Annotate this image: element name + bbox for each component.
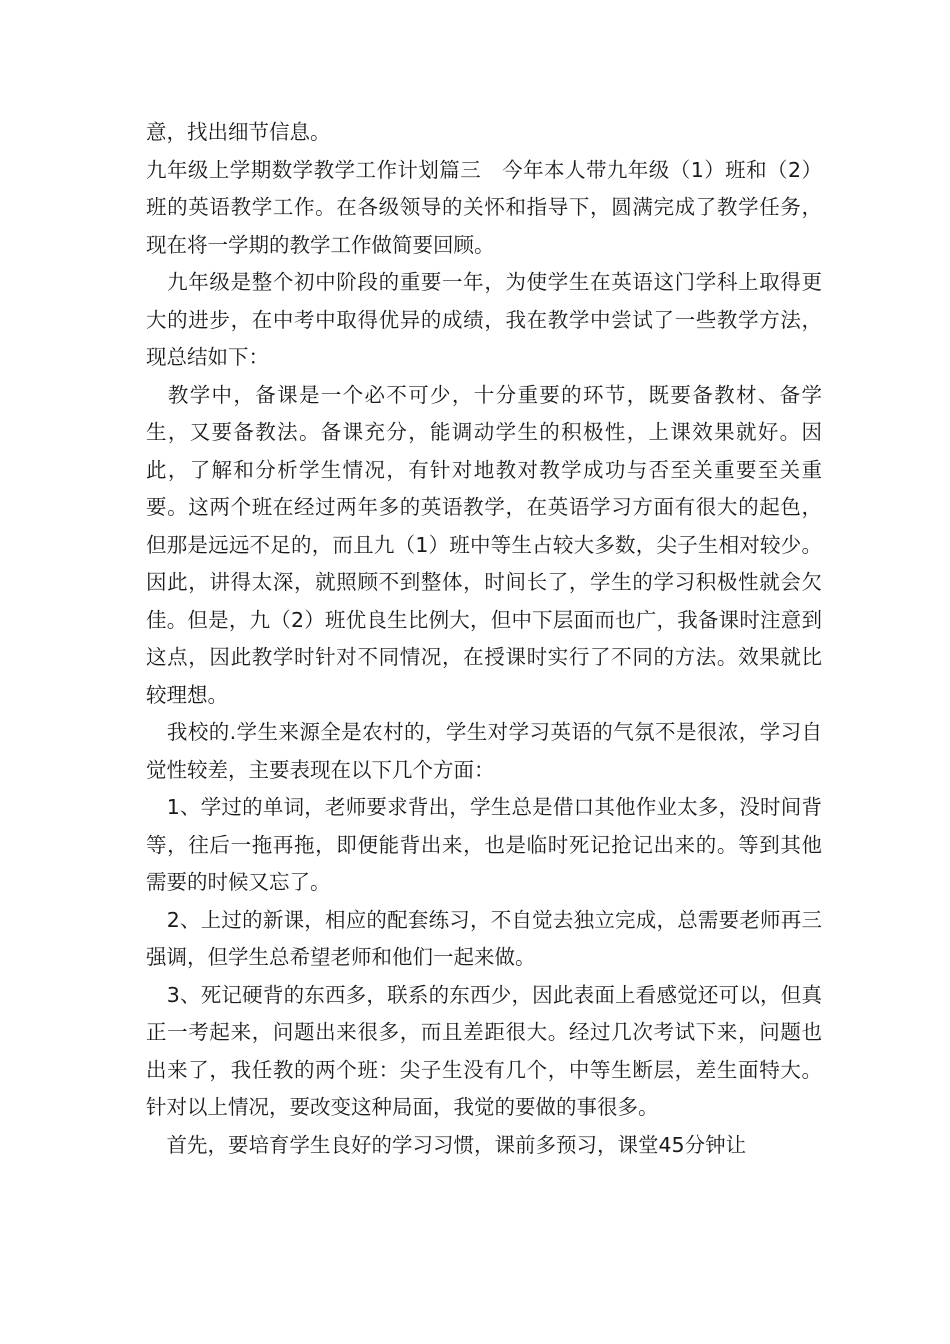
paragraph-2: 九年级上学期数学教学工作计划篇三 今年本人带九年级（1）班和（2）班的英语教学工作。在各级领导的关怀和指导下，圆满完成了教学任务，现在将一学期的教学工作做简要回顾。 [146,157,822,257]
paragraph-7: 2、上过的新课，相应的配套练习，不自觉去独立完成，总需要老师再三强调，但学生总希望老师和他们一起来做。 [146,907,822,969]
paragraph-1: 意，找出细节信息。 [146,120,331,144]
paragraph-6: 1、学过的单词，老师要求背出，学生总是借口其他作业太多，没时间背等，往后一拖再拖，即便能背出来，也是临时死记抢记出来的。等到其他需要的时候又忘了。 [146,795,822,894]
paragraph-4: 教学中，备课是一个必不可少，十分重要的环节，既要备教材、备学生，又要备教法。备课充分，能调动学生的积极性，上课效果就好。因此，了解和分析学生情况，有针对地教对教学成功与否至关重要至关重要。这两个班在经过两年多的英语教学，在英语学习方面有很大的起色，但那是远远不足的，而且九（1）班中等生占较大多数，尖子生相对较少。因此，讲得太深，就照顾不到整体，时间长了，学生的学习积极性就会欠佳。但是，九（2）班优良生比例大，但中下层面而也广，我备课时注意到这点，因此教学时针对不同情况，在授课时实行了不同的方法。效果就比较理想。 [146,382,822,707]
document-body [146,114,822,1164]
paragraph-5: 我校的.学生来源全是农村的，学生对学习英语的气氛不是很浓，学习自觉性较差，主要表现在以下几个方面： [146,720,822,782]
paragraph-8: 3、死记硬背的东西多，联系的东西少，因此表面上看感觉还可以，但真正一考起来，问题出来很多，而且差距很大。经过几次考试下来，问题也出来了，我任教的两个班：尖子生没有几个，中等生断层，差生面特大。针对以上情况，要改变这种局面，我觉的要做的事很多。 [146,982,822,1119]
paragraph-3: 九年级是整个初中阶段的重要一年，为使学生在英语这门学科上取得更大的进步，在中考中取得优异的成绩，我在教学中尝试了一些教学方法，现总结如下： [146,270,822,369]
paragraph-9: 首先，要培育学生良好的学习习惯，课前多预习，课堂45分钟让 [146,1132,747,1157]
